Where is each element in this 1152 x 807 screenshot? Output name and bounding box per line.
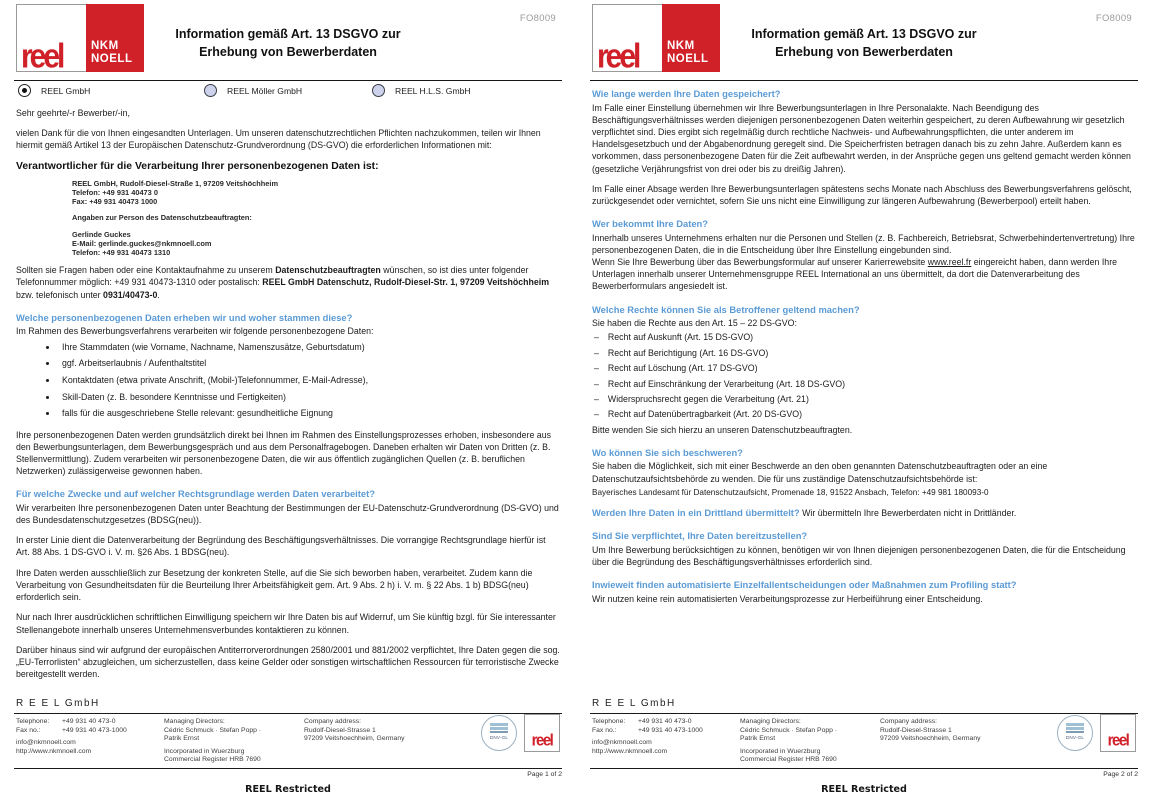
rights-intro: Sie haben die Rechte aus den Art. 15 – 22 DS-GVO: <box>592 318 797 329</box>
footer-seals <box>1057 714 1136 752</box>
footer-contact-column: Telephone: +49 931 40 473-0 Fax no.: +49 931 40 473-1000 info@nkmnoell.com http://www.nkmnoell.com <box>592 718 740 765</box>
heading-obligation: Sind Sie verpflichtet, Ihre Daten bereitzustellen? <box>592 530 808 542</box>
supervisory-authority: Bayerisches Landesamt für Datenschutzaufsicht, Promenade 18, 91522 Ansbach, Telefon: +49 981 180093-0 <box>592 487 989 497</box>
list-item: – Widerspruchsrecht gegen die Verarbeitung (Art. 21) <box>594 393 1136 405</box>
heading-recipients: Wer bekommt Ihre Daten? <box>592 218 708 230</box>
radio-reel-gmbh[interactable]: REEL GmbH <box>18 84 90 97</box>
list-item: • Kontaktdaten (etwa private Anschrift, (Mobil-)Telefonnummer, E-Mail-Adresse), <box>58 374 560 386</box>
footer-divider-bottom <box>14 768 562 769</box>
heading-storage: Wie lange werden Ihre Daten gespeichert? <box>592 88 781 99</box>
page2-header <box>576 0 1152 80</box>
list-item: – Recht auf Datenübertragbarkeit (Art. 20 DS-GVO) <box>594 408 1136 420</box>
responsible-heading: Verantwortlicher für die Verarbeitung Ihrer personenbezogenen Daten ist: <box>16 160 379 172</box>
rights-list <box>594 331 1136 420</box>
page1-content <box>0 104 576 680</box>
recipients-paragraph-2: Wenn Sie Ihre Bewerbung über das Bewerbungsformular auf unserer Karierrewebsite www.reel.fr eingereicht haben, dann werden Ihre Unterlagen innerhalb unserer Unternehmensgruppe REEL International an uns übermittelt, da dort die Datenverarbeitung des Bewerberformulars angesiedelt ist. <box>592 257 1118 292</box>
classification-label: REEL Restricted <box>821 784 907 795</box>
footer-seals <box>481 714 560 752</box>
footer-address-column: Company address: Rudolf-Diesel-Strasse 1 97209 Veitshoechheim, Germany <box>880 718 981 743</box>
storage-paragraph-1: Im Falle einer Einstellung übernehmen wir Ihre Bewerbungsunterlagen in Ihre Personalakte. Nach Beendigung des Beschäftigungsverhältnisses werden diejenigen personenbezogenen Daten weiterhin gespeichert, zu deren Aufbewahrung wir gesetzlich verpflichtet sind. Dies ergibt sich regelmäßig durch rechtliche Nachweis- und Aufbewahrungspflichten, die unter anderem im Handelsgesetzbuch und der Abgabenordnung geregelt sind. Die Speicherfristen betragen danach bis zu zehn Jahre. Außerdem kann es vorkommen, dass personenbezogene Daten für die Zeit aufbewahrt werden, in der Ansprüche gegen uns geltend gemacht werden können (gesetzliche Verjährungsfrist von drei oder bis zu dreißig Jahren). <box>592 102 1131 174</box>
complaint-paragraph: Sie haben die Möglichkeit, sich mit einer Beschwerde an den oben genannten Datenschutzbeauftragten oder an eine Datenschutzaufsichtsbehörde zu wenden. Die für uns zuständige Datenschutzaufsichtsbehörde ist: <box>592 461 1048 484</box>
dpo-label: Angaben zur Person des Datenschutzbeauftragten: <box>72 213 252 223</box>
purpose-paragraph-1: Wir verarbeiten Ihre personenbezogenen Daten unter Beachtung der Bestimmungen der EU-Datenschutz-Grundverordnung (DS-GVO) und des Bundesdatenschutzgesetzes (BDSG(neu)). <box>16 502 559 526</box>
dpo-contact-block: Gerlinde Guckes E-Mail: gerlinde.guckes@nkmnoell.com Telefon: +49 931 40473 1310 <box>72 229 212 258</box>
company-radio-group <box>16 82 560 102</box>
rights-outro: Bitte wenden Sie sich hierzu an unseren Datenschutzbeauftragten. <box>592 424 853 435</box>
purpose-paragraph-4: Nur nach Ihrer ausdrücklichen schriftlichen Einwilligung speichern wir Ihre Daten bis auf Widerruf, um Sie künftig bzgl. für Sie interessanter Stellenangebote innerhalb unseres Unternehmensverbundes kontaktieren zu können. <box>16 612 556 635</box>
logo-reel-text: reel <box>597 37 639 76</box>
radio-unselected-icon[interactable] <box>372 84 385 97</box>
purpose-paragraph-3: Ihre Daten werden ausschließlich zur Besetzung der konkreten Stelle, auf die Sie sich beworben haben, verarbeitet. Zudem kann die Verarbeitung von Gesundheitsdaten für die Beurteilung Ihrer Arbeitsfähigkeit gem. Art. 9 Abs. 2 h) i. V. m. § 22 Abs. 1 b) BDSG(neu) erforderlich sein. <box>16 567 533 603</box>
document-title: Information gemäß Art. 13 DSGVO zur Erhebung von Bewerberdaten <box>175 27 401 59</box>
page-number: Page 2 of 2 <box>1103 771 1138 778</box>
list-item: • ggf. Arbeitserlaubnis / Aufenthaltstitel <box>58 357 560 369</box>
footer-website: http://www.nkmnoell.com <box>592 747 668 755</box>
footer-company-name: R E E L GmbH <box>592 698 676 710</box>
footer-contact-column: Telephone: +49 931 40 473-0 Fax no.: +49 931 40 473-1000 info@nkmnoell.com http://www.nkmnoell.com <box>16 718 164 765</box>
footer-columns <box>590 714 1138 768</box>
page2-footer <box>576 698 1152 795</box>
list-item: – Recht auf Einschränkung der Verarbeitung (Art. 18 DS-GVO) <box>594 378 1136 390</box>
footer-company-name: R E E L GmbH <box>16 698 100 710</box>
controller-address-block: REEL GmbH, Rudolf-Diesel-Straße 1, 97209 Veitshöchheim Telefon: +49 931 40473 0 Fax: +49 931 40473 1000 <box>72 178 279 207</box>
heading-profiling: Inwieweit finden automatisierte Einzelfallentscheidungen oder Maßnahmen zum Profiling statt? <box>592 579 1017 591</box>
intro-paragraph: vielen Dank für die von Ihnen eingesandten Unterlagen. Um unseren datenschutzrechtlichen Pflichten nachzukommen, teilen wir Ihnen hiermit gemäß Artikel 13 der Europäischen Datenschutz-Grundverordnung (DS-GVO) die erforderlichen Informationen mit: <box>16 128 541 151</box>
thirdcountry-paragraph: Werden Ihre Daten in ein Drittland übermittelt? Wir übermitteln Ihre Bewerberdaten nicht in Drittländer. <box>592 507 1017 518</box>
radio-unselected-icon[interactable] <box>204 84 217 97</box>
page-2 <box>576 0 1152 807</box>
classification-label: REEL Restricted <box>245 784 331 795</box>
footer-address-column: Company address: Rudolf-Diesel-Strasse 1 97209 Veitshoechheim, Germany <box>304 718 405 743</box>
sources-paragraph: Ihre personenbezogenen Daten werden grundsätzlich direkt bei Ihnen im Rahmen des Einstellungsprozesses erhoben, insbesondere aus den Bewerbungsunterlagen, dem Bewerbungsgespräch und aus dem Personalfragebogen. Daneben erhalten wir Daten von Dritten (z. B. Stellenvermittlung). Zudem verarbeiten wir personenbezogene Daten, die wir aus öffentlich zugänglichen Quellen (z. B. beruflichen Netzwerken) zulässigerweise gewonnen haben. <box>16 429 551 477</box>
dnv-gl-certification-seal: DNV-GL <box>1057 715 1093 751</box>
footer-email: info@nkmnoell.com <box>592 739 652 747</box>
list-item: – Recht auf Auskunft (Art. 15 DS-GVO) <box>594 331 1136 343</box>
reel-career-link[interactable]: www.reel.fr <box>927 257 972 268</box>
logo-nkm-noell: NKM NOELL <box>662 4 720 72</box>
storage-paragraph-2: Im Falle einer Absage werden Ihre Bewerbungsunterlagen spätestens sechs Monate nach Abschluss des Bewerbungsverfahrens gelöscht, zurückgesendet oder vernichtet, sofern Sie uns nicht eine Einwilligung zur längeren Aufbewahrung (Bewerberpool) erteilt haben. <box>592 183 1132 206</box>
logo-reel-text: reel <box>21 37 63 76</box>
radio-reel-hls-gmbh[interactable]: REEL H.L.S. GmbH <box>372 84 471 97</box>
footer-directors-column: Managing Directors: Cédric Schmuck · Stefan Popp · Patrik Ernst Incorporated in Wuerzburg Commercial Register HRB 7690 <box>740 718 838 764</box>
logo-nkm-noell: NKM NOELL <box>86 4 144 72</box>
list-item: – Recht auf Berichtigung (Art. 16 DS-GVO) <box>594 347 1136 359</box>
purpose-paragraph-5: Darüber hinaus sind wir aufgrund der europäischen Antiterrorverordnungen 2580/2001 und 881/2002 verpflichtet, Ihre Daten gegen die sog. „EU-Terrorlisten“ abzugleichen, um sicherzustellen, dass keine Gelder oder sonstigen wirtschaftlichen Ressourcen für terroristische Zwecke bereitgestellt werden. <box>16 644 560 680</box>
data-intro: Im Rahmen des Bewerbungsverfahrens verarbeiten wir folgende personenbezogene Daten: <box>16 326 374 337</box>
dnv-gl-certification-seal: DNV-GL <box>481 715 517 751</box>
radio-selected-icon[interactable] <box>18 84 31 97</box>
heading-which-data: Welche personenbezogenen Daten erheben wir und woher stammen diese? <box>16 311 353 323</box>
heading-thirdcountry: Werden Ihre Daten in ein Drittland übermittelt? <box>592 507 800 518</box>
footer-divider-bottom <box>590 768 1138 769</box>
header-divider <box>14 80 562 81</box>
data-bullet-list <box>16 341 560 420</box>
document-title: Information gemäß Art. 13 DSGVO zur Erhebung von Bewerberdaten <box>751 27 977 59</box>
page1-header <box>0 0 576 80</box>
list-item: • falls für die ausgeschriebene Stelle relevant: gesundheitliche Eignung <box>58 407 560 419</box>
form-number: FO8009 <box>519 13 556 24</box>
logo-reel-mark <box>16 4 86 76</box>
contact-paragraph: Sollten sie Fragen haben oder eine Kontaktaufnahme zu unserem Datenschutzbeauftragten wünschen, so ist dies unter folgender Telefonnummer möglich: +49 931 40473-1310 oder postalisch: REEL GmbH Datenschutz, Rudolf-Diesel-Str. 1, 97209 Veitshöchheim bzw. telefonisch unter 0931/40473-0. <box>16 265 550 300</box>
reel-logo-seal: reel <box>524 714 560 752</box>
footer-website: http://www.nkmnoell.com <box>16 747 92 755</box>
logo-reel-mark <box>592 4 662 76</box>
radio-reel-moeller-gmbh[interactable]: REEL Möller GmbH <box>204 84 302 97</box>
page2-content <box>576 81 1152 605</box>
page1-footer <box>0 698 576 795</box>
footer-email: info@nkmnoell.com <box>16 739 76 747</box>
page-number: Page 1 of 2 <box>527 771 562 778</box>
purpose-paragraph-2: In erster Linie dient die Datenverarbeitung der Begründung des Beschäftigungsverhältnisses. Die vorrangige Rechtsgrundlage hierfür ist Art. 88 Abs. 1 DS-GVO i. V. m. §26 Abs. 1 BDSG(neu). <box>16 535 546 558</box>
heading-rights: Welche Rechte können Sie als Betroffener geltend machen? <box>592 303 860 315</box>
recipients-paragraph-1: Innerhalb unseres Unternehmens erhalten nur die Personen und Stellen (z. B. Fachbereich, Betriebsrat, Schwerbehindertenvertretung) Ihre personenbezogenen Daten, die in die Entscheidung über Ihre Einstellung eingebunden sind. <box>592 232 1135 255</box>
list-item: • Ihre Stammdaten (wie Vorname, Nachname, Namenszusätze, Geburtsdatum) <box>58 341 560 353</box>
profiling-paragraph: Wir nutzen keine rein automatisierten Verarbeitungsprozesse zur Herbeiführung einer Entscheidung. <box>592 593 983 604</box>
footer-columns <box>14 714 562 768</box>
heading-complaint: Wo können Sie sich beschweren? <box>592 446 743 458</box>
reel-logo-seal: reel <box>1100 714 1136 752</box>
heading-purpose: Für welche Zwecke und auf welcher Rechtsgrundlage werden Daten verarbeitet? <box>16 488 375 500</box>
list-item: • Skill-Daten (z. B. besondere Kenntnisse und Fertigkeiten) <box>58 391 560 403</box>
footer-directors-column: Managing Directors: Cédric Schmuck · Stefan Popp · Patrik Ernst Incorporated in Wuerzburg Commercial Register HRB 7690 <box>164 718 262 764</box>
list-item: – Recht auf Löschung (Art. 17 DS-GVO) <box>594 362 1136 374</box>
obligation-paragraph: Um Ihre Bewerbung berücksichtigen zu können, benötigen wir von Ihnen diejenigen personenbezogenen Daten, die für die Entscheidung über die Begründung des Beschäftigungsverhältnisses erforderlich sind. <box>592 544 1126 567</box>
form-number: FO8009 <box>1095 13 1132 24</box>
salutation: Sehr geehrte/-r Bewerber/-in, <box>16 108 130 118</box>
